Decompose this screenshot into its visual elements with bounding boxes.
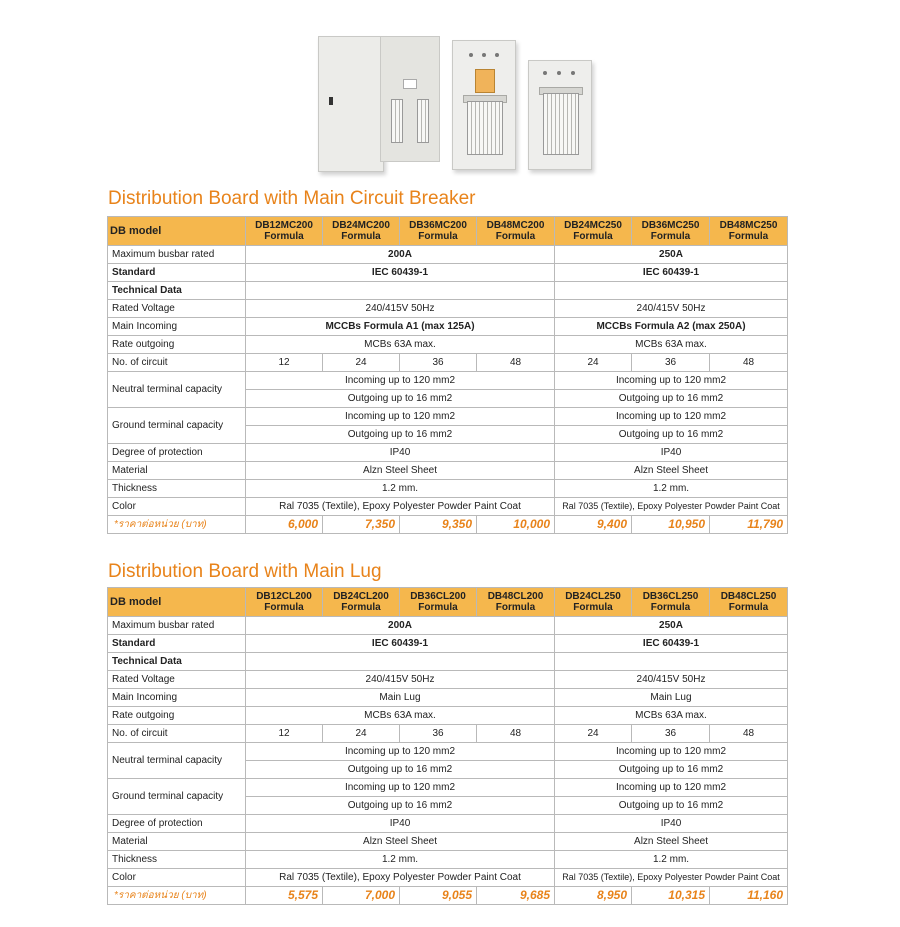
row-label: Rated Voltage: [108, 671, 246, 689]
indicator-lamp: [543, 71, 547, 75]
circuit-count: 48: [710, 354, 788, 372]
incoming-row: [108, 318, 788, 336]
model-header: [246, 588, 323, 617]
model-header: [400, 588, 477, 617]
row-label: Rate outgoing: [108, 336, 246, 354]
label-plate: [403, 79, 417, 89]
indicator-lamp: [557, 71, 561, 75]
row-label: Maximum busbar rated: [108, 246, 246, 264]
circuits-row: [108, 725, 788, 743]
protection-value: IP40: [246, 815, 555, 833]
model-code: DB12CL200: [256, 591, 312, 602]
color-value: Ral 7035 (Textile), Epoxy Polyester Powder Paint Coat: [246, 498, 555, 516]
ground-outgoing: Outgoing up to 16 mm2: [246, 797, 555, 815]
indicator-lamp: [495, 53, 499, 57]
incoming-value: MCCBs Formula A2 (max 250A): [555, 318, 788, 336]
row-label: Thickness: [108, 480, 246, 498]
material-value: Alzn Steel Sheet: [555, 833, 788, 851]
model-header: [710, 588, 788, 617]
indicator-lamp: [469, 53, 473, 57]
standard-row: [108, 264, 788, 282]
busbar-value: 250A: [555, 617, 788, 635]
empty-cell: [246, 653, 555, 671]
breaker-row: [391, 99, 403, 143]
model-code: DB12MC200: [255, 220, 313, 231]
row-label: Neutral terminal capacity: [108, 372, 246, 408]
standard-value: IEC 60439-1: [246, 635, 555, 653]
model-sub: Formula: [728, 602, 769, 613]
material-value: Alzn Steel Sheet: [246, 462, 555, 480]
circuit-count: 24: [555, 725, 632, 743]
color-value: Ral 7035 (Textile), Epoxy Polyester Powder Paint Coat: [246, 869, 555, 887]
row-label: Degree of protection: [108, 444, 246, 462]
section-title-main-breaker: Distribution Board with Main Circuit Breaker: [108, 188, 476, 209]
row-label: Degree of protection: [108, 815, 246, 833]
model-header: [323, 217, 400, 246]
thickness-row: [108, 851, 788, 869]
outgoing-value: MCBs 63A max.: [555, 707, 788, 725]
model-code: DB24MC200: [332, 220, 390, 231]
section-title-main-lug: Distribution Board with Main Lug: [108, 561, 382, 582]
ground-incoming: Incoming up to 120 mm2: [555, 408, 788, 426]
model-header: [632, 217, 710, 246]
outgoing-row: [108, 336, 788, 354]
circuit-count: 48: [477, 354, 555, 372]
model-sub: Formula: [418, 231, 458, 242]
material-row: [108, 833, 788, 851]
protection-row: [108, 815, 788, 833]
neutral-outgoing: Outgoing up to 16 mm2: [246, 390, 555, 408]
model-header: [400, 217, 477, 246]
row-label: Rate outgoing: [108, 707, 246, 725]
row-label: No. of circuit: [108, 354, 246, 372]
ground-outgoing: Outgoing up to 16 mm2: [555, 426, 788, 444]
neutral-row: [108, 372, 788, 390]
model-sub: Formula: [573, 602, 613, 613]
row-label: Main Incoming: [108, 689, 246, 707]
product-photos: [318, 30, 610, 180]
row-label: Color: [108, 498, 246, 516]
busbar-row: [108, 617, 788, 635]
outgoing-value: MCBs 63A max.: [246, 707, 555, 725]
material-value: Alzn Steel Sheet: [246, 833, 555, 851]
row-label: Standard: [108, 264, 246, 282]
model-sub: Formula: [650, 231, 691, 242]
circuit-count: 36: [632, 354, 710, 372]
model-sub: Formula: [264, 602, 304, 613]
busbar-value: 250A: [555, 246, 788, 264]
incoming-value: Main Lug: [555, 689, 788, 707]
spec-table-main-breaker: [107, 216, 788, 534]
neutral-row: [108, 743, 788, 761]
row-label: Main Incoming: [108, 318, 246, 336]
ground-outgoing: Outgoing up to 16 mm2: [246, 426, 555, 444]
model-header: [246, 217, 323, 246]
db-model-label: DB model: [108, 217, 246, 246]
circuit-count: 48: [710, 725, 788, 743]
circuit-count: 12: [246, 354, 323, 372]
price-value: 9,350: [400, 516, 477, 534]
busbar-value: 200A: [246, 617, 555, 635]
technical-data-row: [108, 282, 788, 300]
row-label: Maximum busbar rated: [108, 617, 246, 635]
incoming-value: MCCBs Formula A1 (max 125A): [246, 318, 555, 336]
model-header: [323, 588, 400, 617]
price-value: 9,055: [400, 887, 477, 905]
neutral-incoming: Incoming up to 120 mm2: [246, 372, 555, 390]
row-label: Standard: [108, 635, 246, 653]
price-label: *ราคาต่อหน่วย (บาท): [108, 887, 246, 905]
model-code: DB36CL200: [410, 591, 466, 602]
thickness-value: 1.2 mm.: [555, 851, 788, 869]
row-label: No. of circuit: [108, 725, 246, 743]
empty-cell: [246, 282, 555, 300]
circuit-count: 36: [400, 354, 477, 372]
model-header: [555, 217, 632, 246]
circuits-row: [108, 354, 788, 372]
row-label: Thickness: [108, 851, 246, 869]
model-code: DB36MC200: [409, 220, 467, 231]
ground-incoming: Incoming up to 120 mm2: [555, 779, 788, 797]
voltage-row: [108, 671, 788, 689]
row-label: Rated Voltage: [108, 300, 246, 318]
row-label: Color: [108, 869, 246, 887]
thickness-value: 1.2 mm.: [555, 480, 788, 498]
ground-row: [108, 779, 788, 797]
model-code: DB24MC250: [564, 220, 622, 231]
model-sub: Formula: [573, 231, 613, 242]
neutral-outgoing: Outgoing up to 16 mm2: [555, 761, 788, 779]
standard-value: IEC 60439-1: [555, 635, 788, 653]
price-value: 5,575: [246, 887, 323, 905]
neutral-incoming: Incoming up to 120 mm2: [555, 372, 788, 390]
price-value: 11,160: [710, 887, 788, 905]
voltage-value: 240/415V 50Hz: [246, 671, 555, 689]
model-code: DB24CL200: [333, 591, 389, 602]
breaker-row: [417, 99, 429, 143]
indicator-lamp: [482, 53, 486, 57]
circuit-count: 24: [555, 354, 632, 372]
thickness-value: 1.2 mm.: [246, 480, 555, 498]
price-row: [108, 516, 788, 534]
protection-value: IP40: [555, 444, 788, 462]
price-value: 11,790: [710, 516, 788, 534]
material-row: [108, 462, 788, 480]
header-row: [108, 217, 788, 246]
model-sub: Formula: [341, 231, 381, 242]
price-value: 7,000: [323, 887, 400, 905]
model-code: DB24CL250: [565, 591, 621, 602]
incoming-value: Main Lug: [246, 689, 555, 707]
ground-incoming: Incoming up to 120 mm2: [246, 779, 555, 797]
voltage-row: [108, 300, 788, 318]
cabinet-main-breaker: [452, 40, 516, 170]
door-handle: [329, 97, 333, 105]
circuit-count: 36: [400, 725, 477, 743]
technical-data-row: [108, 653, 788, 671]
neutral-incoming: Incoming up to 120 mm2: [555, 743, 788, 761]
breaker-bank: [467, 101, 503, 155]
standard-value: IEC 60439-1: [246, 264, 555, 282]
model-header: [477, 217, 555, 246]
row-label: Ground terminal capacity: [108, 779, 246, 815]
cabinet-open-body: [318, 36, 384, 172]
outgoing-row: [108, 707, 788, 725]
protection-row: [108, 444, 788, 462]
price-value: 10,950: [632, 516, 710, 534]
price-value: 10,000: [477, 516, 555, 534]
price-value: 9,685: [477, 887, 555, 905]
color-value: Ral 7035 (Textile), Epoxy Polyester Powder Paint Coat: [555, 869, 788, 887]
color-row: [108, 869, 788, 887]
price-value: 6,000: [246, 516, 323, 534]
model-sub: Formula: [650, 602, 691, 613]
row-label: Material: [108, 462, 246, 480]
model-code: DB36MC250: [641, 220, 700, 231]
thickness-row: [108, 480, 788, 498]
row-label: Neutral terminal capacity: [108, 743, 246, 779]
material-value: Alzn Steel Sheet: [555, 462, 788, 480]
price-value: 7,350: [323, 516, 400, 534]
model-sub: Formula: [264, 231, 304, 242]
model-header: [710, 217, 788, 246]
empty-cell: [555, 282, 788, 300]
db-model-label: DB model: [108, 588, 246, 617]
ground-row: [108, 408, 788, 426]
model-header: [632, 588, 710, 617]
empty-cell: [555, 653, 788, 671]
neutral-outgoing: Outgoing up to 16 mm2: [555, 390, 788, 408]
price-label: *ราคาต่อหน่วย (บาท): [108, 516, 246, 534]
incoming-row: [108, 689, 788, 707]
model-sub: Formula: [341, 602, 381, 613]
color-value: Ral 7035 (Textile), Epoxy Polyester Powder Paint Coat: [555, 498, 788, 516]
voltage-value: 240/415V 50Hz: [555, 671, 788, 689]
protection-value: IP40: [555, 815, 788, 833]
price-row: [108, 887, 788, 905]
outgoing-value: MCBs 63A max.: [246, 336, 555, 354]
color-row: [108, 498, 788, 516]
busbar-value: 200A: [246, 246, 555, 264]
breaker-bank: [543, 93, 579, 155]
model-code: DB48MC250: [719, 220, 778, 231]
thickness-value: 1.2 mm.: [246, 851, 555, 869]
model-header: [555, 588, 632, 617]
row-label: Technical Data: [108, 653, 246, 671]
indicator-lamp: [571, 71, 575, 75]
standard-value: IEC 60439-1: [555, 264, 788, 282]
cabinet-open-interior: [380, 36, 440, 162]
outgoing-value: MCBs 63A max.: [555, 336, 788, 354]
model-sub: Formula: [495, 231, 536, 242]
voltage-value: 240/415V 50Hz: [555, 300, 788, 318]
model-sub: Formula: [728, 231, 769, 242]
model-code: DB48MC200: [486, 220, 545, 231]
circuit-count: 36: [632, 725, 710, 743]
circuit-count: 12: [246, 725, 323, 743]
neutral-outgoing: Outgoing up to 16 mm2: [246, 761, 555, 779]
model-code: DB48CL200: [487, 591, 544, 602]
row-label: Technical Data: [108, 282, 246, 300]
model-header: [477, 588, 555, 617]
circuit-count: 24: [323, 725, 400, 743]
spec-table-main-lug: [107, 587, 788, 905]
model-code: DB48CL250: [720, 591, 777, 602]
ground-outgoing: Outgoing up to 16 mm2: [555, 797, 788, 815]
neutral-incoming: Incoming up to 120 mm2: [246, 743, 555, 761]
standard-row: [108, 635, 788, 653]
price-value: 10,315: [632, 887, 710, 905]
circuit-count: 48: [477, 725, 555, 743]
model-sub: Formula: [495, 602, 536, 613]
cabinet-main-lug: [528, 60, 592, 170]
row-label: Material: [108, 833, 246, 851]
voltage-value: 240/415V 50Hz: [246, 300, 555, 318]
price-value: 8,950: [555, 887, 632, 905]
header-row: [108, 588, 788, 617]
price-value: 9,400: [555, 516, 632, 534]
circuit-count: 24: [323, 354, 400, 372]
main-breaker: [475, 69, 495, 93]
model-code: DB36CL250: [642, 591, 699, 602]
row-label: Ground terminal capacity: [108, 408, 246, 444]
ground-incoming: Incoming up to 120 mm2: [246, 408, 555, 426]
protection-value: IP40: [246, 444, 555, 462]
model-sub: Formula: [418, 602, 458, 613]
busbar-row: [108, 246, 788, 264]
